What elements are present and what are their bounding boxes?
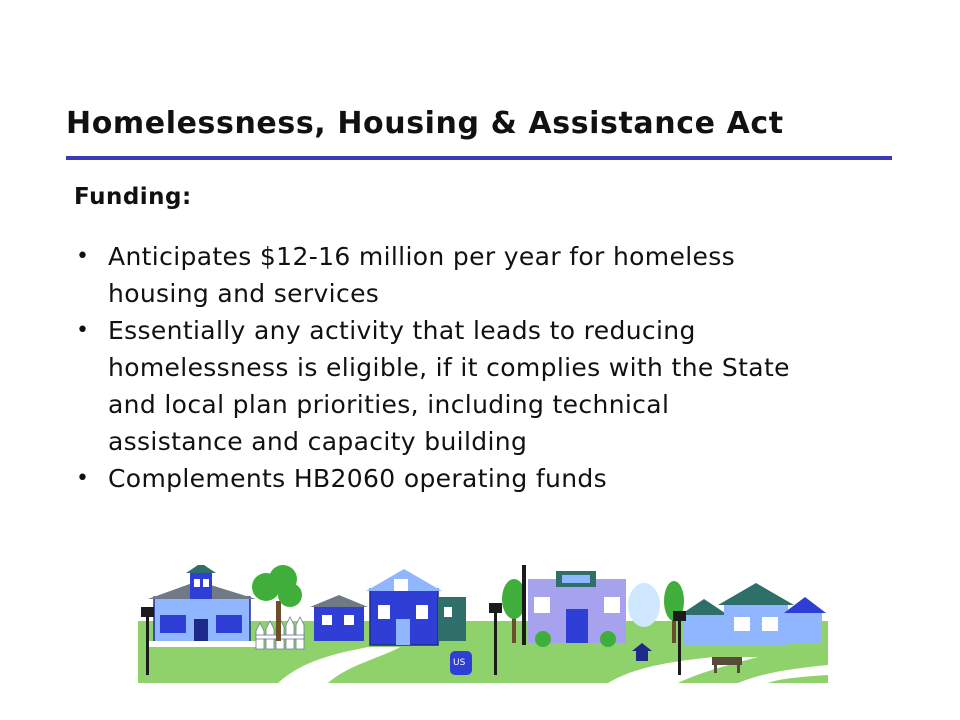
slide-title: Homelessness, Housing & Assistance Act xyxy=(66,106,784,141)
teal-roof-house xyxy=(680,583,826,645)
tall-blue-house xyxy=(366,569,466,645)
small-blue-house xyxy=(310,595,368,641)
funding-heading: Funding: xyxy=(74,184,192,210)
neighborhood-illustration xyxy=(138,565,828,683)
bullet-text: Anticipates $12-16 million per year for homeless housing and services xyxy=(108,242,736,308)
victorian-house xyxy=(148,565,256,647)
bullet-list xyxy=(74,238,894,497)
title-underline xyxy=(66,156,892,160)
bullet-marker: • xyxy=(76,466,90,491)
bullet-item xyxy=(74,238,894,312)
mailbox-label: US xyxy=(453,658,466,668)
bullet-item xyxy=(74,460,894,497)
mailbox xyxy=(450,651,472,675)
lavender-house xyxy=(522,565,626,647)
bullet-item xyxy=(74,312,894,460)
bullet-text: Complements HB2060 operating funds xyxy=(108,464,608,493)
bullet-text: Essentially any activity that leads to reducing homelessness is eligible, if it complies with the State and local plan priorities, including technical assistance and capacity building xyxy=(108,316,790,456)
bullet-marker: • xyxy=(76,244,90,269)
bullet-marker: • xyxy=(76,318,90,343)
